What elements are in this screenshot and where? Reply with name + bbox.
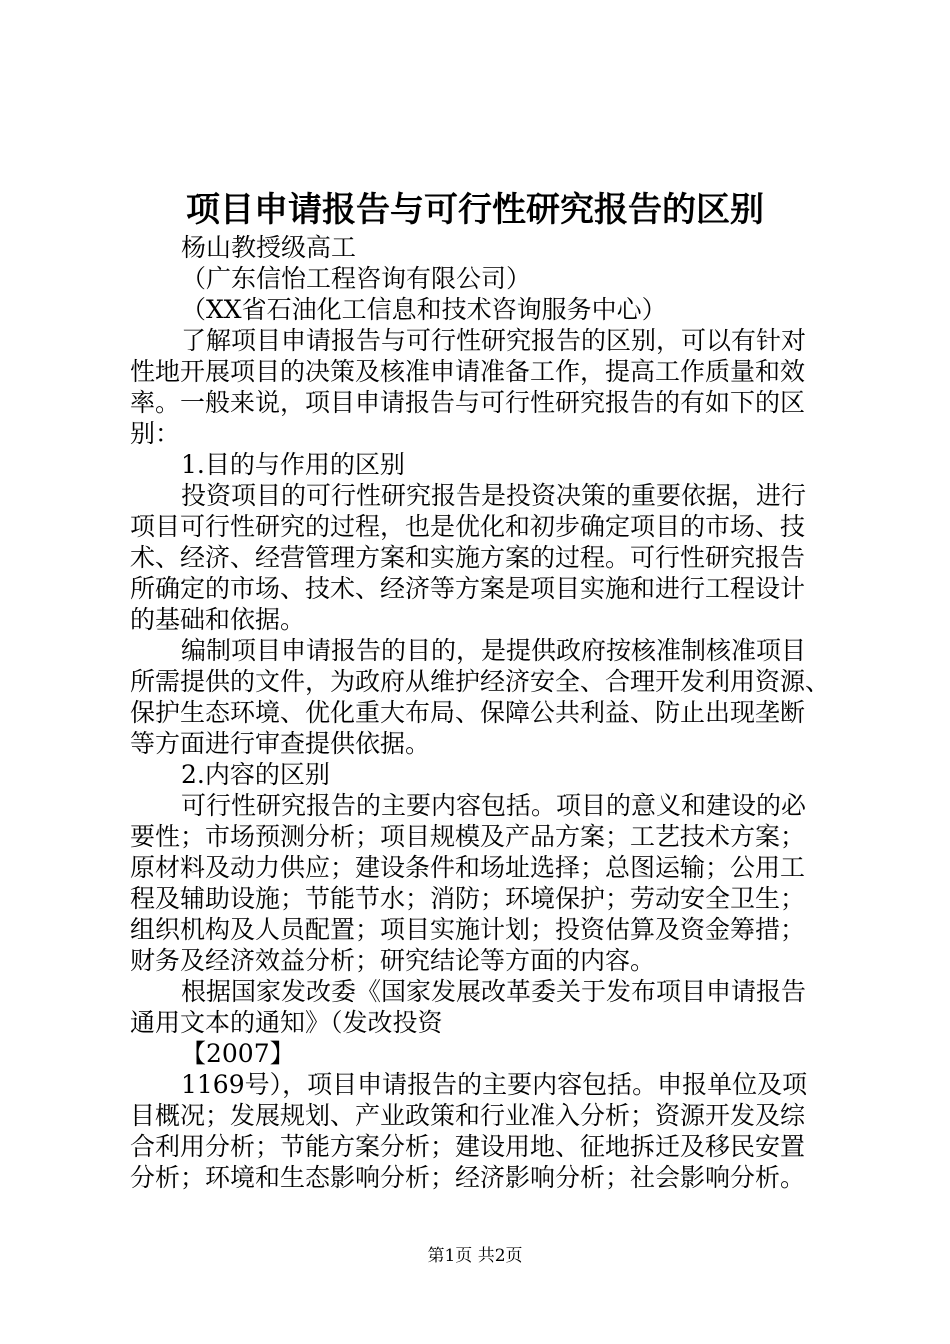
body-text-line: 合利用分析；节能方案分析；建设用地、征地拆迁及移民安置	[130, 1132, 806, 1161]
body-text-line: 所确定的市场、技术、经济等方案是项目实施和进行工程设计	[130, 574, 806, 603]
body-text-line: 目概况；发展规划、产业政策和行业准入分析；资源开发及综	[130, 1101, 806, 1130]
body-text-line: 等方面进行审查提供依据。	[130, 729, 431, 758]
body-text-line: 1169号），项目申请报告的主要内容包括。申报单位及项	[181, 1070, 808, 1099]
body-text-line: 率。一般来说，项目申请报告与可行性研究报告的有如下的区	[130, 388, 806, 417]
body-text-line: 程及辅助设施；节能节水；消防；环境保护；劳动安全卫生；	[130, 884, 806, 913]
page-footer: 第1页 共2页	[427, 1246, 523, 1266]
body-text-line: 所需提供的文件，为政府从维护经济安全、合理开发利用资源、	[130, 667, 831, 696]
body-text-line: 【2007】	[181, 1039, 295, 1068]
body-text-line: （XX省石油化工信息和技术咨询服务中心）	[181, 295, 667, 324]
body-text-line: 别：	[130, 419, 181, 448]
body-text-line: 通用文本的通知》（发改投资	[130, 1008, 443, 1037]
body-text-line: 编制项目申请报告的目的，是提供政府按核准制核准项目	[181, 636, 807, 665]
body-text-line: 组织机构及人员配置；项目实施计划；投资估算及资金筹措；	[130, 915, 806, 944]
body-text-line: 要性；市场预测分析；项目规模及产品方案；工艺技术方案；	[130, 822, 806, 851]
body-text-line: 了解项目申请报告与可行性研究报告的区别，可以有针对	[181, 326, 807, 355]
body-text-line: 2.内容的区别	[181, 760, 330, 789]
body-text-line: 杨山教授级高工	[181, 233, 357, 262]
body-text-line: （广东信怡工程咨询有限公司）	[181, 264, 532, 293]
body-text-line: 可行性研究报告的主要内容包括。项目的意义和建设的必	[181, 791, 807, 820]
body-text-line: 1.目的与作用的区别	[181, 450, 405, 479]
body-text-line: 保护生态环境、优化重大布局、保障公共利益、防止出现垄断	[130, 698, 806, 727]
body-text-line: 术、经济、经营管理方案和实施方案的过程。可行性研究报告	[130, 543, 806, 572]
body-text-line: 的基础和依据。	[130, 605, 306, 634]
body-text-line: 原材料及动力供应；建设条件和场址选择；总图运输；公用工	[130, 853, 806, 882]
document-body	[130, 232, 842, 1193]
body-text-line: 根据国家发改委《国家发展改革委关于发布项目申请报告	[181, 977, 807, 1006]
document-title: 项目申请报告与可行性研究报告的区别	[186, 190, 764, 230]
body-text-line: 性地开展项目的决策及核准申请准备工作，提高工作质量和效	[130, 357, 806, 386]
body-text-line: 财务及经济效益分析；研究结论等方面的内容。	[130, 946, 656, 975]
body-text-line: 分析；环境和生态影响分析；经济影响分析；社会影响分析。	[130, 1163, 806, 1192]
body-text-line: 项目可行性研究的过程，也是优化和初步确定项目的市场、技	[130, 512, 806, 541]
body-text-line: 投资项目的可行性研究报告是投资决策的重要依据，进行	[181, 481, 807, 510]
